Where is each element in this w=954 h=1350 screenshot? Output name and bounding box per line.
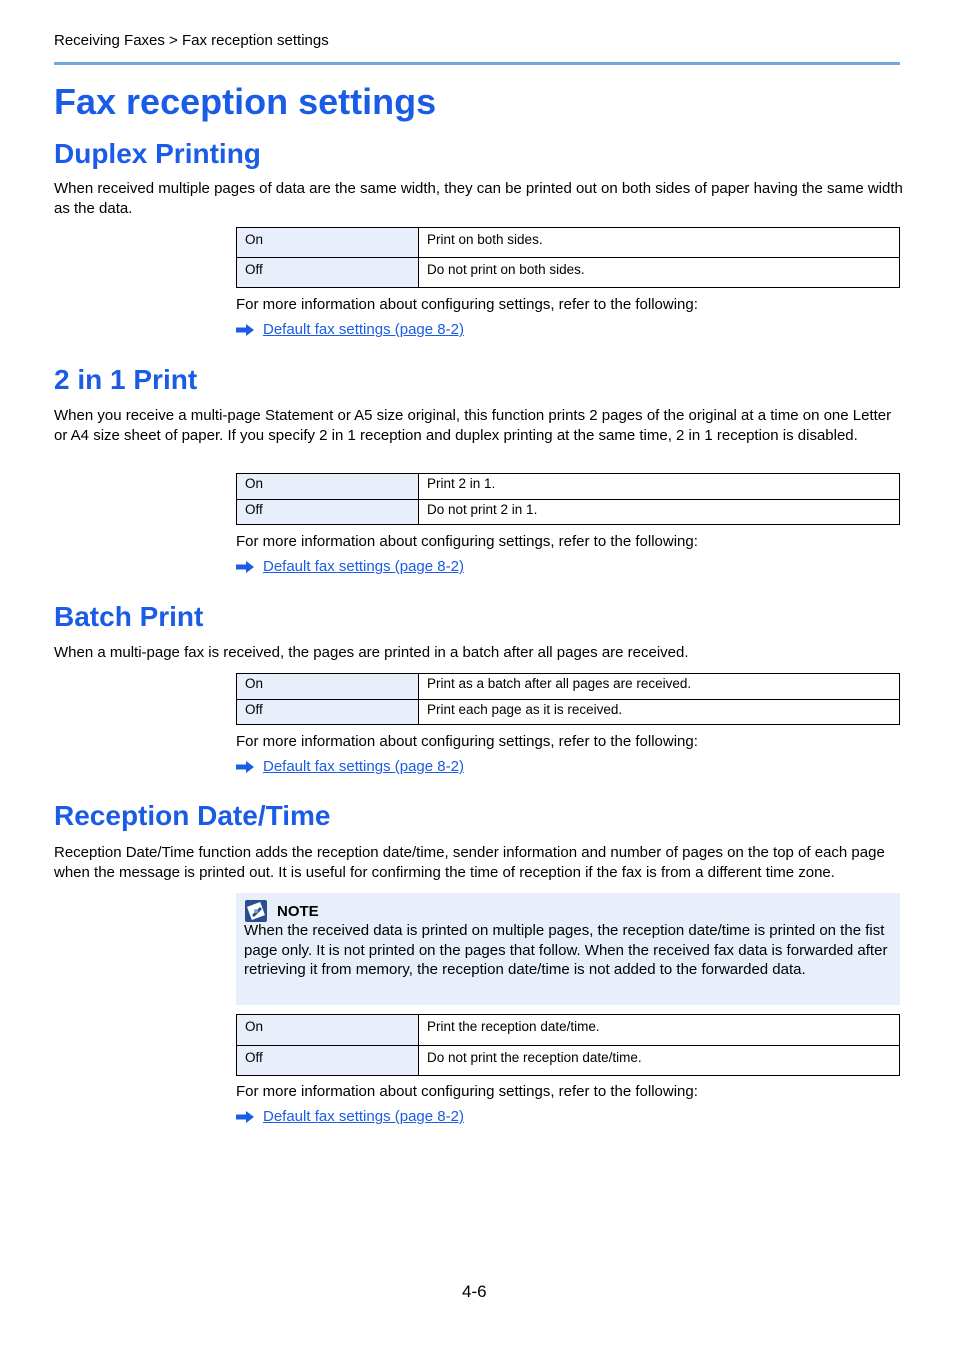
- arrow-right-icon: [236, 561, 254, 573]
- table-row: [237, 1015, 900, 1046]
- option-value: Print the reception date/time.: [419, 1015, 900, 1046]
- page-title: Fax reception settings: [54, 81, 437, 122]
- option-key: Off: [237, 700, 419, 725]
- heading-duplex-printing: Duplex Printing: [54, 138, 261, 169]
- option-value: Print 2 in 1.: [419, 474, 900, 500]
- note-text: When the received data is printed on multiple pages, the reception date/time is printed on the fist page only. It is not printed on the pages that follow. When the received fax data is forwarded after retrieving it from memory, the reception date/time is not added to the forwarded data.: [244, 922, 888, 978]
- option-value: Do not print on both sides.: [419, 258, 900, 288]
- default-fax-settings-link[interactable]: Default fax settings (page 8-2): [263, 758, 464, 775]
- option-key: On: [237, 228, 419, 258]
- table-row: [237, 674, 900, 700]
- option-value: Print on both sides.: [419, 228, 900, 258]
- note-label: NOTE: [277, 902, 319, 920]
- duplex-options-table: [236, 227, 900, 288]
- table-row: [237, 500, 900, 525]
- link-row: [236, 758, 464, 775]
- two-in-one-options-table: [236, 473, 900, 525]
- option-value: Print each page as it is received.: [419, 700, 900, 725]
- default-fax-settings-link[interactable]: Default fax settings (page 8-2): [263, 1108, 464, 1125]
- option-value: Print as a batch after all pages are received.: [419, 674, 900, 700]
- reception-datetime-description: Reception Date/Time function adds the reception date/time, sender information and number of pages on the top of each page when the message is printed out. It is useful for confirming the time of reception if the fax is from a different time zone.: [54, 844, 885, 881]
- option-key: Off: [237, 258, 419, 288]
- more-info-text: For more information about configuring settings, refer to the following:: [236, 1083, 698, 1100]
- more-info-text: For more information about configuring settings, refer to the following:: [236, 533, 698, 550]
- note-header: [245, 900, 319, 922]
- default-fax-settings-link[interactable]: Default fax settings (page 8-2): [263, 321, 464, 338]
- arrow-right-icon: [236, 324, 254, 336]
- table-row: [237, 474, 900, 500]
- table-row: [237, 700, 900, 725]
- table-row: [237, 228, 900, 258]
- more-info-text: For more information about configuring settings, refer to the following:: [236, 733, 698, 750]
- note-box: [236, 893, 900, 1005]
- link-row: [236, 558, 464, 575]
- header-rule: [54, 62, 900, 65]
- option-key: Off: [237, 500, 419, 525]
- arrow-right-icon: [236, 761, 254, 773]
- link-row: [236, 1108, 464, 1125]
- more-info-text: For more information about configuring settings, refer to the following:: [236, 296, 698, 313]
- option-key: On: [237, 474, 419, 500]
- option-value: Do not print 2 in 1.: [419, 500, 900, 525]
- table-row: [237, 1046, 900, 1076]
- two-in-one-description: When you receive a multi-page Statement or A5 size original, this function prints 2 pages of the original at a time on one Letter or A4 size sheet of paper. If you specify 2 in 1 reception and duplex printing at the same time, 2 in 1 reception is disabled.: [54, 407, 892, 444]
- option-key: On: [237, 674, 419, 700]
- note-icon: [245, 900, 267, 922]
- reception-datetime-options-table: [236, 1014, 900, 1076]
- option-key: Off: [237, 1046, 419, 1076]
- batch-options-table: [236, 673, 900, 725]
- duplex-description: When received multiple pages of data are the same width, they can be printed out on both sides of paper having the same width as the data.: [54, 180, 903, 217]
- heading-reception-date-time: Reception Date/Time: [54, 800, 331, 831]
- link-row: [236, 321, 464, 338]
- page-number: 4-6: [462, 1282, 487, 1301]
- option-key: On: [237, 1015, 419, 1046]
- breadcrumb: Receiving Faxes > Fax reception settings: [54, 32, 329, 49]
- heading-2-in-1-print: 2 in 1 Print: [54, 364, 198, 395]
- arrow-right-icon: [236, 1111, 254, 1123]
- heading-batch-print: Batch Print: [54, 601, 204, 632]
- table-row: [237, 258, 900, 288]
- batch-description: When a multi-page fax is received, the pages are printed in a batch after all pages are received.: [54, 644, 689, 661]
- default-fax-settings-link[interactable]: Default fax settings (page 8-2): [263, 558, 464, 575]
- option-value: Do not print the reception date/time.: [419, 1046, 900, 1076]
